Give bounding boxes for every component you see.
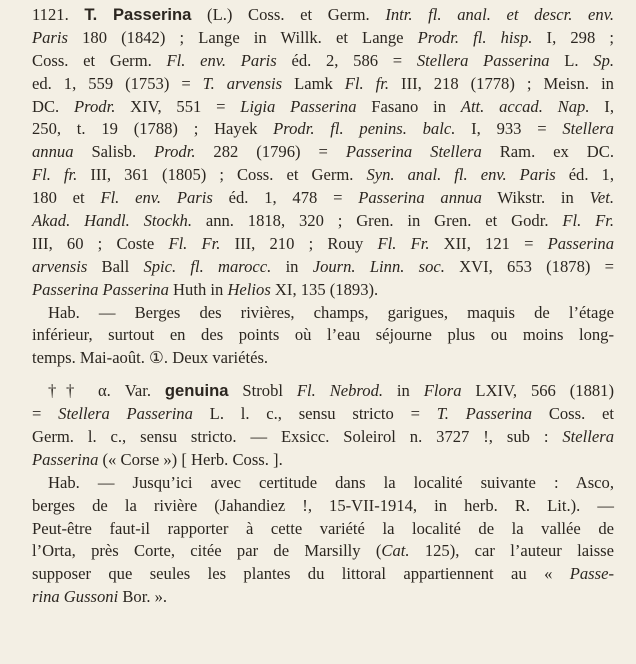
text-run: (« Corse ») [ Herb. Coss. ].: [98, 449, 283, 469]
variety-paragraph: [32, 380, 614, 472]
text-run: Germ. l. c., sensu stricto. — Exsicc. Soleirol n. 3727 !, sub :: [32, 427, 563, 447]
text-line: [32, 563, 614, 586]
text-run: 180 (1842) ; Lange in Willk. et Lange: [67, 27, 418, 47]
text-run: III, 361 (1805) ; Coss. et Germ.: [77, 165, 367, 185]
italic-text: Passerina Passerina: [32, 279, 169, 299]
italic-text: Akad. Handl. Stockh.: [32, 211, 192, 231]
italic-text: Att. accad. Nap.: [460, 96, 590, 116]
italic-text: Prodr.: [154, 142, 196, 162]
italic-text: Helios: [227, 279, 271, 299]
text-run: I,: [589, 96, 614, 116]
italic-text: Fl. env. Paris: [100, 188, 213, 208]
text-run: l’Orta, près Corte, citée par de Marsilly (: [32, 541, 382, 561]
text-line: [32, 347, 614, 370]
text-run: XVI, 653 (1878) =: [444, 256, 614, 276]
text-line: [32, 324, 614, 347]
text-run: Coss. et: [532, 404, 615, 424]
italic-text: rina Gussoni: [32, 587, 119, 607]
text-run: L.: [549, 50, 594, 70]
text-run: supposer que seules les plantes du littoral appartiennent au «: [32, 564, 570, 584]
italic-text: arvensis: [32, 256, 88, 276]
text-line: [32, 380, 614, 403]
text-run: Coss. et Germ.: [32, 50, 167, 70]
italic-text: Stellera: [562, 427, 614, 447]
italic-text: Stellera Passerina: [416, 50, 550, 70]
variety-habitat-paragraph: [32, 472, 614, 609]
italic-text: Fl. env. Paris: [166, 50, 277, 70]
text-run: III, 60 ; Coste: [32, 233, 169, 253]
italic-text: Sp.: [593, 50, 615, 70]
italic-text: annua: [32, 142, 74, 162]
text-line: [32, 27, 614, 50]
italic-text: Flora: [423, 381, 462, 401]
entry-number: 1121.: [32, 5, 69, 24]
italic-text: Syn. anal. fl. env. Paris: [366, 165, 556, 185]
species-name: Passerina: [112, 5, 192, 24]
italic-text: Paris: [32, 27, 68, 47]
italic-text: Passerina: [547, 233, 614, 253]
text-run: I, 298 ;: [532, 27, 614, 47]
text-run: Lamk: [282, 73, 345, 93]
text-line: [32, 50, 614, 73]
italic-text: Cat.: [381, 541, 410, 561]
text-run: in: [383, 381, 424, 401]
text-run: Hab. — Berges des rivières, champs, garigues, maquis de l’étage: [48, 302, 614, 322]
bold-text: genuina: [164, 381, 229, 401]
italic-text: Prodr. fl. hisp.: [417, 27, 533, 47]
text-run: XIV, 551 =: [115, 96, 241, 116]
text-run: 250, t. 19 (1788) ; Hayek: [32, 119, 274, 139]
text-run: DC.: [32, 96, 74, 116]
text-run: éd. 1,: [555, 165, 614, 185]
text-line: [32, 187, 614, 210]
text-run: inférieur, surtout en des points où l’eau séjourne plus ou moins long-: [32, 325, 614, 345]
text-run: LXIV, 566 (1881): [461, 381, 614, 401]
text-run: éd. 1, 478 =: [212, 188, 359, 208]
italic-text: Passerina: [32, 449, 99, 469]
species-entry: [32, 4, 614, 302]
italic-text: Spic. fl. marocc.: [143, 256, 272, 276]
text-run: berges de la rivière (Jahandiez !, 15-VII-1914, in herb. R. Lit.). —: [32, 495, 614, 515]
synonymy-block: [32, 27, 614, 302]
italic-text: Prodr.: [74, 96, 116, 116]
text-run: 282 (1796) =: [195, 142, 346, 162]
text-run: III, 210 ; Rouy: [220, 233, 378, 253]
italic-text: Fl. Fr.: [377, 233, 430, 253]
text-run: Ball: [87, 256, 144, 276]
italic-text: Stellera: [562, 119, 614, 139]
text-line: [32, 233, 614, 256]
italic-text: Fl. Nebrod.: [296, 381, 384, 401]
italic-text: Passe-: [569, 564, 614, 584]
text-run: Wikstr. in: [481, 188, 590, 208]
habitat-paragraph: [32, 302, 614, 371]
text-run: Salisb.: [73, 142, 155, 162]
section-spacer: [32, 370, 614, 380]
text-run: Hab. — Jusqu’ici avec certitude dans la localité suivante : Asco,: [48, 472, 614, 492]
text-run: III, 218 (1778) ; Meisn. in: [389, 73, 614, 93]
text-run: Strobl: [228, 381, 297, 401]
text-run: ed. 1, 559 (1753) =: [32, 73, 203, 93]
text-line: [32, 472, 614, 495]
text-line: [32, 164, 614, 187]
genus-abbreviation: T.: [84, 5, 98, 24]
text-run: éd. 2, 586 =: [276, 50, 417, 70]
text-line: [32, 279, 614, 302]
italic-text: Vet.: [589, 188, 614, 208]
text-run: =: [32, 404, 59, 424]
text-run: ann. 1818, 320 ; Gren. in Gren. et Godr.: [191, 211, 563, 231]
text-line: [32, 449, 614, 472]
italic-text: T. Passerina: [436, 404, 533, 424]
entry-heading-line: [32, 4, 614, 27]
italic-text: Fl. Fr.: [562, 211, 614, 231]
text-run: Fasano in: [356, 96, 461, 116]
text-run: temps. Mai-août. ①. Deux variétés.: [32, 348, 269, 368]
text-run: (L.) Coss. et Germ.: [207, 5, 386, 24]
italic-text: Passerina Stellera: [345, 142, 482, 162]
text-line: [32, 540, 614, 563]
italic-text: Fl. Fr.: [168, 233, 221, 253]
text-line: [32, 302, 614, 325]
text-run: 125), car l’auteur laisse: [409, 541, 614, 561]
italic-text: Passerina annua: [358, 188, 482, 208]
text-line: [32, 495, 614, 518]
text-run: Bor. ».: [118, 587, 168, 607]
italic-text: Intr. fl. anal. et descr. env.: [385, 5, 614, 24]
text-run: XII, 121 =: [429, 233, 548, 253]
italic-text: Prodr. fl. penins. balc.: [273, 119, 456, 139]
text-run: 180 et: [32, 188, 101, 208]
italic-text: Ligia Passerina: [240, 96, 357, 116]
italic-text: T. arvensis: [202, 73, 283, 93]
text-line: [32, 96, 614, 119]
text-run: L. l. c., sensu stricto =: [192, 404, 437, 424]
text-line: [32, 73, 614, 96]
text-line: [32, 403, 614, 426]
text-run: I, 933 =: [455, 119, 563, 139]
italic-text: Stellera Passerina: [58, 404, 193, 424]
text-line: [32, 426, 614, 449]
text-run: Huth in: [168, 279, 228, 299]
text-line: [32, 518, 614, 541]
text-line: [32, 256, 614, 279]
italic-text: Journ. Linn. soc.: [312, 256, 445, 276]
italic-text: Fl. fr.: [344, 73, 390, 93]
text-run: in: [271, 256, 313, 276]
text-line: [32, 210, 614, 233]
text-run: Ram. ex DC.: [481, 142, 614, 162]
text-line: [32, 118, 614, 141]
text-line: [32, 141, 614, 164]
text-line: [32, 586, 614, 609]
text-run: XI, 135 (1893).: [270, 279, 379, 299]
text-run: Peut-être faut-il rapporter à cette variété la localité de la vallée de: [32, 518, 614, 538]
italic-text: Fl. fr.: [32, 165, 78, 185]
text-run: †† α. Var.: [48, 381, 165, 401]
entry-line-0: [207, 5, 614, 24]
